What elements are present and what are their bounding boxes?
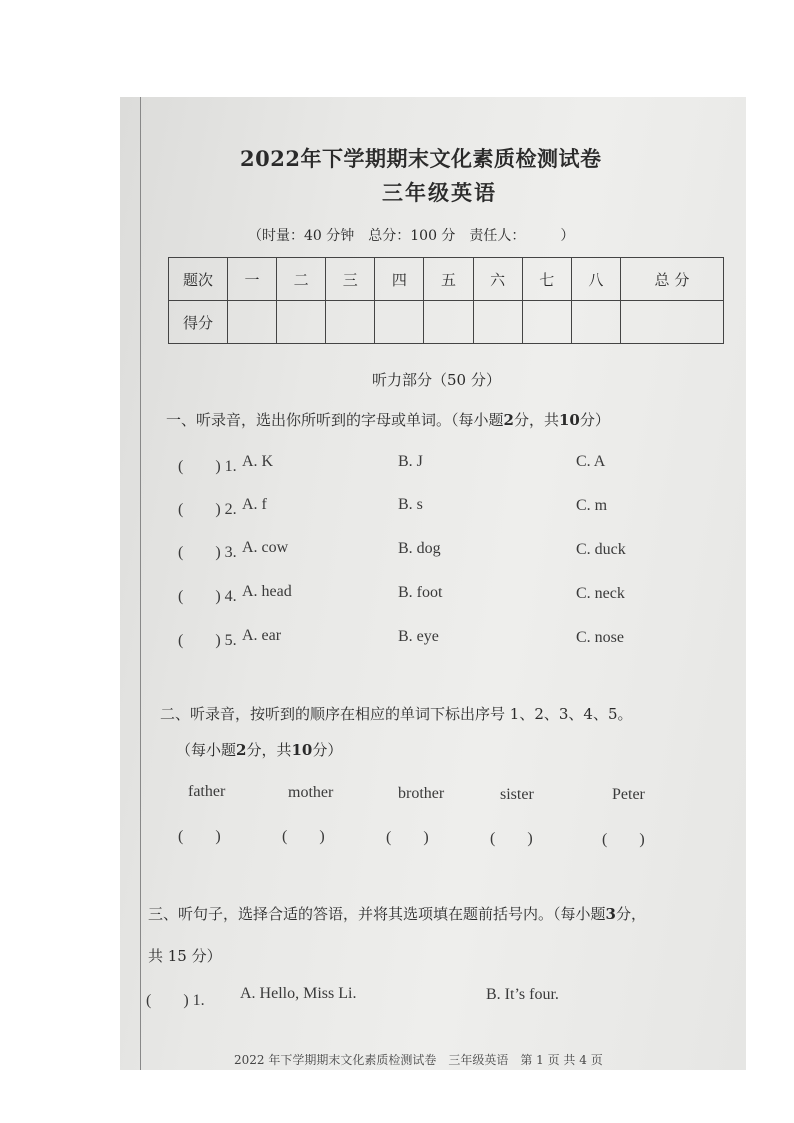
option-b: B. dog: [398, 540, 441, 557]
table-cell: 八: [571, 258, 620, 301]
answer-blank[interactable]: ( ): [490, 830, 533, 847]
section3-title-line2: 共 15 分）: [148, 947, 222, 965]
section3-title: [148, 903, 646, 924]
option-a: A. f: [242, 496, 267, 513]
option-b: B. J: [398, 453, 423, 470]
score-cell[interactable]: [424, 301, 473, 344]
score-cell[interactable]: [620, 301, 723, 344]
table-cell: 五: [424, 258, 473, 301]
score-table-score-row: [169, 301, 724, 344]
option-c: C. neck: [576, 585, 625, 602]
section2-points: 2: [236, 741, 247, 759]
question-number: ( ) 4.: [178, 588, 237, 605]
option-b: B. eye: [398, 628, 439, 645]
option-c: C. A: [576, 453, 606, 470]
section2-subtitle-text: 分）: [312, 741, 343, 759]
option-b: B. foot: [398, 584, 443, 601]
option-a: A. ear: [242, 627, 282, 644]
score-cell[interactable]: [473, 301, 522, 344]
answer-blank[interactable]: ( ): [282, 828, 325, 845]
table-cell: 三: [326, 258, 375, 301]
table-cell: 六: [473, 258, 522, 301]
exam-title: 2022年下学期期末文化素质检测试卷: [240, 146, 602, 171]
option-c: C. nose: [576, 629, 624, 646]
table-cell: 题次: [169, 258, 228, 301]
answer-blank[interactable]: ( ): [602, 831, 645, 848]
table-cell: 得分: [169, 301, 228, 344]
score-cell[interactable]: [522, 301, 571, 344]
score-table: [168, 257, 724, 344]
question-number: ( ) 1.: [146, 992, 205, 1009]
section2-subtitle-text: （每小题: [176, 741, 237, 759]
section3-title-text: 三、听句子，选择合适的答语，并将其选项填在题前括号内。（每小题: [148, 905, 606, 923]
question-number: ( ) 1.: [178, 458, 237, 475]
section1-points: 2: [503, 411, 514, 429]
section3-points: 3: [605, 905, 616, 923]
score-cell[interactable]: [277, 301, 326, 344]
section1-title-text: 分，共: [513, 411, 559, 429]
question-number: ( ) 5.: [178, 632, 237, 649]
section2-subtitle-text: 分，共: [246, 741, 292, 759]
word-sister: sister: [500, 786, 534, 803]
score-table-header-row: [169, 258, 724, 301]
table-cell: 四: [375, 258, 424, 301]
section2-subtitle: [176, 739, 342, 760]
table-cell: 一: [228, 258, 277, 301]
exam-meta: （时量：40 分钟 总分：100 分 责任人： ）: [248, 228, 575, 244]
score-cell[interactable]: [375, 301, 424, 344]
word-brother: brother: [398, 785, 445, 802]
table-cell: 二: [277, 258, 326, 301]
score-cell[interactable]: [326, 301, 375, 344]
binding-margin-line: [140, 97, 141, 1070]
table-cell: 总 分: [620, 258, 723, 301]
section1-title-text: 一、听录音，选出你所听到的字母或单词。（每小题: [166, 411, 504, 429]
word-peter: Peter: [612, 786, 645, 803]
score-cell[interactable]: [228, 301, 277, 344]
table-cell: 七: [522, 258, 571, 301]
option-a: A. Hello, Miss Li.: [240, 985, 357, 1002]
section1-total: 10: [558, 411, 580, 429]
option-a: A. cow: [242, 539, 289, 556]
option-a: A. K: [242, 453, 274, 470]
section1-title-text: 分）: [579, 411, 610, 429]
word-mother: mother: [288, 784, 334, 801]
option-b: B. s: [398, 496, 423, 513]
option-b: B. It’s four.: [486, 986, 559, 1003]
score-cell[interactable]: [571, 301, 620, 344]
question-number: ( ) 3.: [178, 544, 237, 561]
section2-title: 二、听录音，按听到的顺序在相应的单词下标出序号 1、2、3、4、5。: [160, 705, 633, 723]
option-c: C. duck: [576, 541, 626, 558]
section1-title: [166, 409, 610, 430]
page-footer: 2022 年下学期期末文化素质检测试卷 三年级英语 第 1 页 共 4 页: [234, 1053, 603, 1067]
word-father: father: [188, 783, 226, 800]
option-c: C. m: [576, 497, 608, 514]
question-number: ( ) 2.: [178, 501, 237, 518]
option-a: A. head: [242, 583, 292, 600]
answer-blank[interactable]: ( ): [386, 829, 429, 846]
section2-total: 10: [291, 741, 313, 759]
listening-heading: 听力部分（50 分）: [372, 371, 501, 389]
section3-title-text: 分，: [615, 905, 646, 923]
exam-subtitle: 三年级英语: [382, 180, 497, 205]
answer-blank[interactable]: ( ): [178, 828, 221, 845]
exam-paper: [120, 97, 746, 1070]
